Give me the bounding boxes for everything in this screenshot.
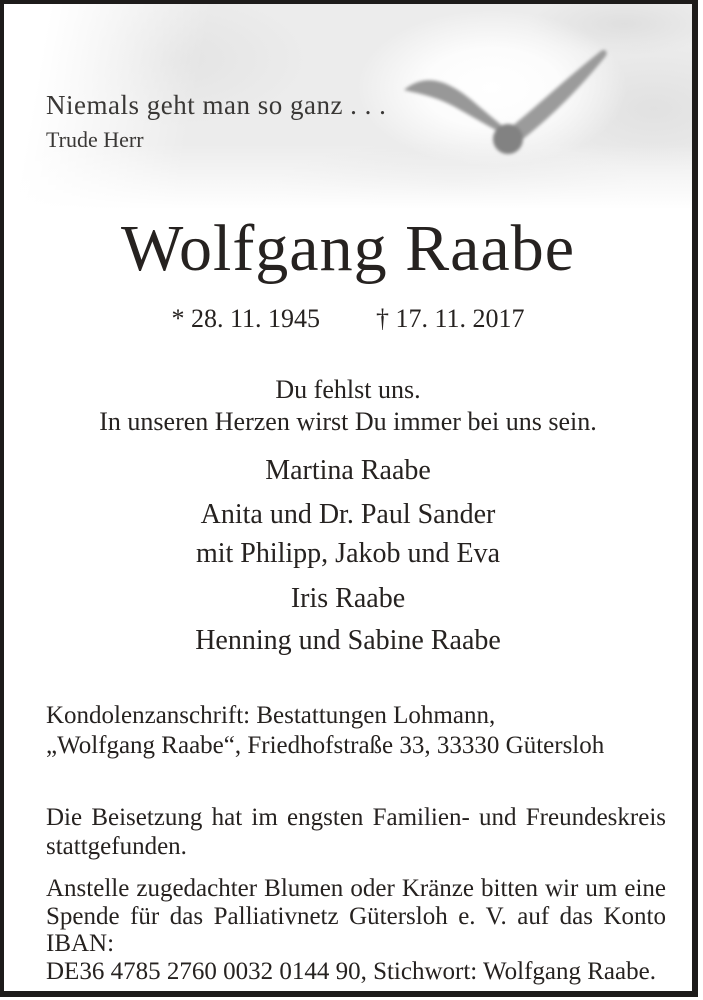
memorial-quote: Niemals geht man so ganz . . .: [46, 90, 387, 120]
condolence-address: [46, 701, 666, 761]
burial-line-2: stattgefunden.: [46, 833, 187, 860]
burial-line-1: Die Beisetzung hat im engsten Familien- und Freundeskreis: [46, 804, 666, 831]
farewell-line-2: In unseren Herzen wirst Du immer bei uns sein.: [99, 407, 597, 436]
farewell-line-1: Du fehlst uns.: [275, 375, 421, 404]
condolence-line-1: Kondolenzanschrift: Bestattungen Lohmann,: [46, 702, 496, 729]
donation-line-3: DE36 4785 2760 0032 0144 90, Stichwort: Wolfgang Raabe.: [46, 957, 656, 985]
mourner-name: Anita und Dr. Paul Sander: [200, 499, 496, 530]
birth-date: * 28. 11. 1945: [171, 304, 320, 333]
sky-photo: [4, 4, 692, 216]
donation-request: [46, 875, 666, 985]
burial-notice: [46, 803, 666, 861]
donation-line-1: Anstelle zugedachter Blumen oder Kränze bitten wir um eine: [46, 875, 666, 902]
bird-silhouette-icon: [397, 46, 615, 154]
condolence-line-2: „Wolfgang Raabe“, Friedhofstraße 33, 33330 Gütersloh: [46, 732, 605, 759]
quote-author: Trude Herr: [46, 127, 144, 152]
mourner-name: Henning und Sabine Raabe: [195, 625, 501, 656]
life-dates: [4, 304, 692, 334]
deceased-name: Wolfgang Raabe: [120, 212, 576, 285]
mourner-name: Martina Raabe: [265, 455, 431, 486]
mourner-name: Iris Raabe: [290, 583, 406, 614]
mourner-name: mit Philipp, Jakob und Eva: [195, 538, 501, 569]
donation-line-2: Spende für das Palliativnetz Gütersloh e. V. auf das Konto IBAN:: [46, 902, 666, 957]
death-date: † 17. 11. 2017: [376, 304, 525, 333]
